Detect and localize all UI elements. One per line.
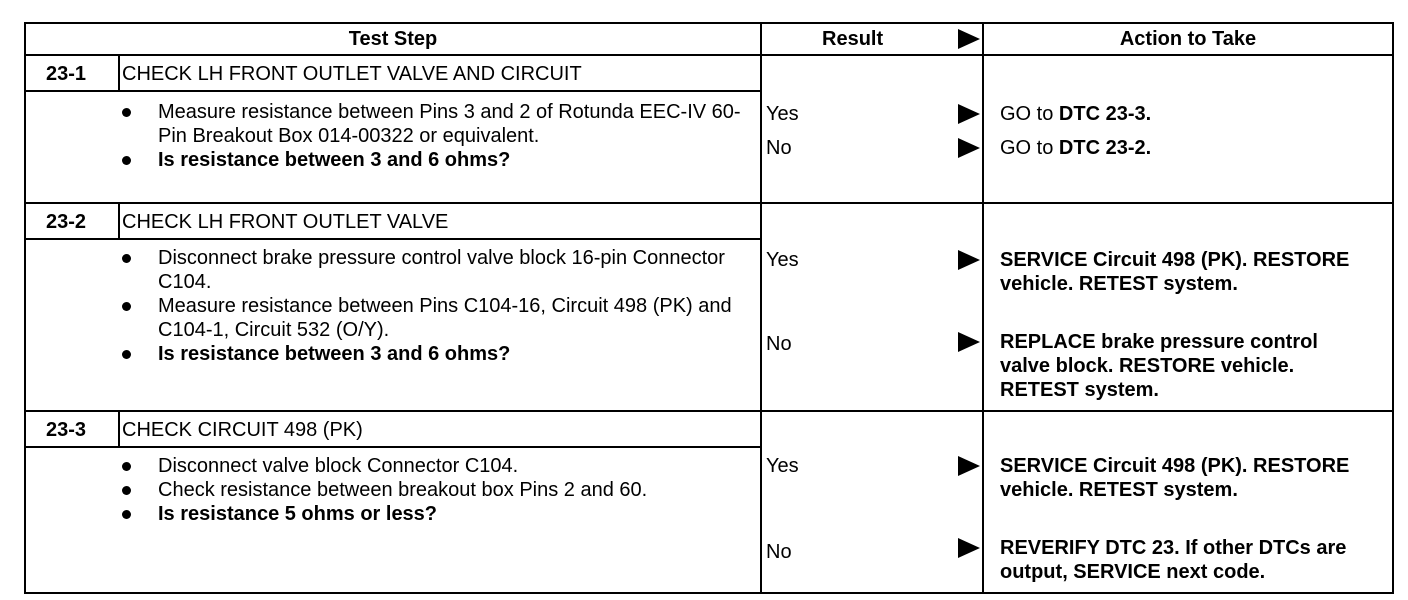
bullet-item: Is resistance 5 ohms or less? [118,502,758,526]
result-no: No [766,333,792,355]
bullet-item: Measure resistance between Pins C104-16, Circuit 498 (PK) and C104-1, Circuit 532 (O/Y). [118,294,758,342]
bullet-item: Is resistance between 3 and 6 ohms? [118,148,758,172]
step-bullets [118,100,758,172]
action-text: GO to DTC 23-3. [1000,103,1152,125]
action-text: GO to DTC 23-2. [1000,137,1152,159]
result-arrow-icon [958,250,980,270]
step-bullets [118,246,758,366]
action-text: REPLACE brake pressure control valve block. RESTORE vehicle. RETEST system. [1000,331,1318,401]
step-title: CHECK CIRCUIT 498 (PK) [122,419,363,441]
step-num-divider [118,412,120,446]
result-yes: Yes [766,249,799,271]
step-divider [26,410,1392,412]
result-yes: Yes [766,455,799,477]
header-arrow-icon [958,29,980,49]
header-result: Result [822,28,884,50]
step-num-divider [118,56,120,90]
action-text: REVERIFY DTC 23. If other DTCs are output, SERVICE next code. [1000,537,1347,583]
result-arrow-icon [958,538,980,558]
col-divider-result [760,24,762,594]
step-num-divider [118,204,120,238]
bullet-item: Disconnect valve block Connector C104. [118,454,758,478]
step-title-divider [26,446,760,448]
bullet-item: Disconnect brake pressure control valve block 16-pin Connector C104. [118,246,758,294]
header-test-step: Test Step [348,28,438,50]
action-text: SERVICE Circuit 498 (PK). RESTORE vehicle. RETEST system. [1000,249,1350,295]
step-title: CHECK LH FRONT OUTLET VALVE [122,211,449,233]
result-arrow-icon [958,332,980,352]
col-divider-action [982,24,984,594]
result-arrow-icon [958,138,980,158]
result-arrow-icon [958,104,980,124]
step-number: 23-2 [46,211,87,233]
bullet-item: Measure resistance between Pins 3 and 2 of Rotunda EEC-IV 60-Pin Breakout Box 014-00322 or equivalent. [118,100,758,148]
bullet-item: Check resistance between breakout box Pins 2 and 60. [118,478,758,502]
step-bullets [118,454,758,526]
action-text: SERVICE Circuit 498 (PK). RESTORE vehicle. RETEST system. [1000,455,1350,501]
bullet-item: Is resistance between 3 and 6 ohms? [118,342,758,366]
diagnostic-table [24,22,1394,594]
step-title-divider [26,238,760,240]
step-title-divider [26,90,760,92]
step-divider [26,202,1392,204]
step-number: 23-1 [46,63,87,85]
step-title: CHECK LH FRONT OUTLET VALVE AND CIRCUIT [122,63,582,85]
result-arrow-icon [958,456,980,476]
result-no: No [766,541,792,563]
result-yes: Yes [766,103,799,125]
result-no: No [766,137,792,159]
header-action: Action to Take [1119,28,1257,50]
step-number: 23-3 [46,419,87,441]
